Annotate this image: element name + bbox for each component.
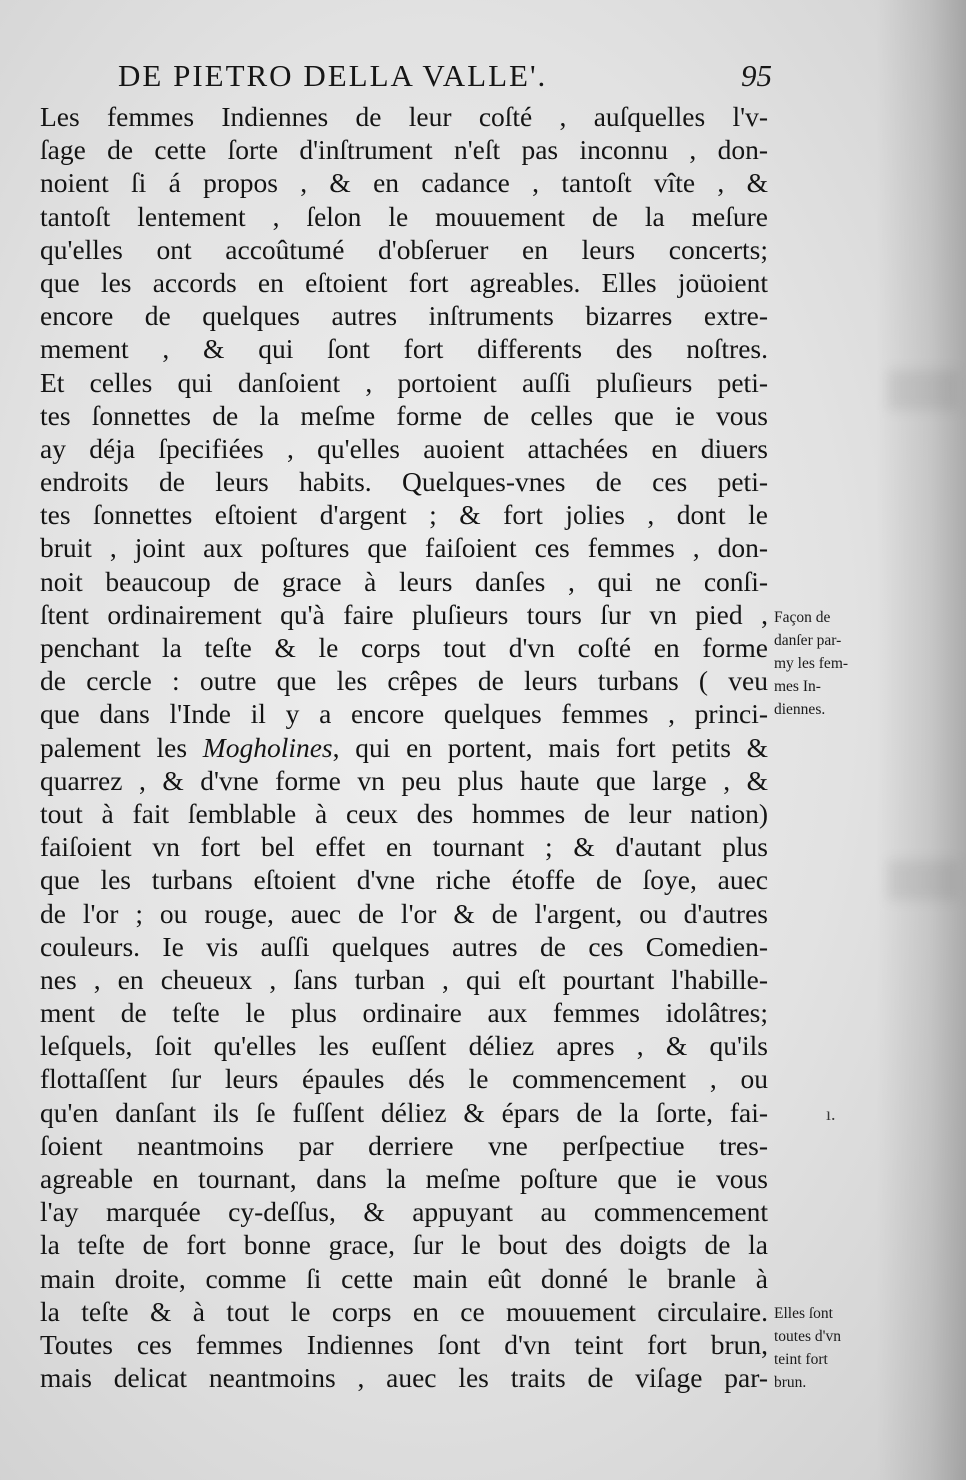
text-line: que dans l'Inde il y a encore quelques femmes , princi- — [40, 698, 768, 730]
margin-note-line: toutes d'vn — [774, 1328, 841, 1345]
text-line: bruit , joint aux poſtures que faiſoient ces femmes , don- — [40, 532, 768, 564]
margin-note-dance — [774, 606, 884, 721]
text-line: mais delicat neantmoins , auec les traits de viſage par- — [40, 1362, 768, 1394]
margin-note-line: danſer par- — [774, 632, 842, 649]
text-line: Les femmes Indiennes de leur coſté , auſquelles l'v- — [40, 101, 768, 132]
text-line: ſage de cette ſorte d'inſtrument n'eſt pas inconnu , don- — [40, 134, 768, 166]
gutter-shadow — [876, 0, 966, 1480]
text-line: faiſoient vn fort bel effet en tournant ; & d'autant plus — [40, 831, 768, 863]
text-line: flottaſſent ſur leurs épaules dés le commencement , ou — [40, 1063, 768, 1095]
text-line: quarrez , & d'vne forme vn peu plus haute que large , & — [40, 764, 768, 796]
text-line: qu'elles ont accoûtumé d'obſeruer en leurs concerts; — [40, 233, 768, 265]
text-line: endroits de leurs habits. Quelques-vnes de ces peti- — [40, 466, 768, 498]
text-line: nes , en cheueux , ſans turban , qui eſt pourtant l'habille- — [40, 963, 768, 995]
text-line: ſoient neantmoins par derriere vne perſpectiue tres- — [40, 1129, 768, 1161]
main-text-block — [40, 100, 768, 1394]
text-line: qu'en danſant ils ſe fuſſent déliez & épars de la ſorte, fai- — [40, 1096, 768, 1128]
text-line: palement les Mogholines, qui en portent, mais fort petits & — [40, 731, 769, 763]
italic-proper-noun: Mogholines — [202, 731, 333, 763]
margin-note-complexion — [774, 1302, 884, 1394]
text-line: Toutes ces femmes Indiennes ſont d'vn teint fort brun, — [40, 1328, 768, 1360]
text-line: penchant la teſte & le corps tout d'vn coſté en forme — [40, 632, 768, 663]
bleed-through-mark — [888, 860, 958, 900]
text-line: couleurs. Ie vis auſſi quelques autres de ces Comedien- — [40, 930, 768, 962]
text-line: ay déja ſpecifiées , qu'elles auoient attachées en diuers — [40, 432, 768, 464]
text-line: la teſte de fort bonne grace, ſur le bout des doigts de la — [40, 1229, 768, 1261]
text-line: main droite, comme ſi cette main eût donné le branle à — [40, 1262, 768, 1294]
margin-note-line: Elles ſont — [774, 1305, 833, 1322]
page-number: 95 — [741, 58, 772, 93]
text-line: de l'or ; ou rouge, auec de l'or & de l'argent, ou d'autres — [40, 897, 768, 929]
text-line: l'ay marquée cy-deſſus, & appuyant au commencement — [40, 1196, 768, 1228]
margin-note-line: diennes. — [774, 701, 826, 718]
text-line: ſtent ordinairement qu'à faire pluſieurs tours ſur vn pied , — [40, 598, 768, 630]
text-line: tes ſonnettes de la meſme forme de celles que ie vous — [40, 399, 768, 431]
running-title: DE PIETRO DELLA VALLE'. — [118, 58, 548, 93]
margin-note-line: teint fort — [774, 1351, 828, 1368]
text-line: tout à fait ſemblable à ceux des hommes de leur nation) — [40, 797, 768, 829]
text-line: tantoſt lentement , ſelon le mouuement de la meſure — [40, 200, 768, 232]
text-line: Et celles qui danſoient , portoient auſſi pluſieurs peti- — [40, 366, 768, 398]
margin-note-line: Façon de — [774, 609, 831, 626]
text-line: que les accords en eſtoient fort agreables. Elles joüoient — [40, 266, 768, 298]
text-line: que les turbans eſtoient d'vne riche étoffe de ſoye, auec — [40, 864, 768, 896]
margin-note-line: my les fem- — [774, 655, 849, 672]
running-header — [118, 58, 772, 98]
margin-note-line: brun. — [774, 1374, 807, 1391]
margin-note-line: mes In- — [774, 678, 821, 695]
text-line: de cercle : outre que les crêpes de leurs turbans ( veu — [40, 665, 768, 697]
text-line: ment de teſte le plus ordinaire aux femmes idolâtres; — [40, 997, 768, 1029]
text-line: la teſte & à tout le corps en ce mouuement circulaire. — [40, 1295, 768, 1327]
text-line: leſquels, ſoit qu'elles les euſſent déliez apres , & qu'ils — [40, 1030, 768, 1062]
text-line: noient ſi á propos , & en cadance , tantoſt vîte , & — [40, 167, 768, 199]
bleed-through-mark — [888, 370, 958, 410]
ink-speck: ı. — [826, 1104, 836, 1124]
text-line: mement , & qui ſont fort differents des noſtres. — [40, 333, 768, 365]
text-line: noit beaucoup de grace à leurs danſes , qui ne conſi- — [40, 565, 768, 597]
text-line: tes ſonnettes eſtoient d'argent ; & fort jolies , dont le — [40, 499, 768, 531]
text-line: agreable en tournant, dans la meſme poſture que ie vous — [40, 1163, 768, 1194]
text-line: encore de quelques autres inſtruments bizarres extre- — [40, 300, 768, 332]
